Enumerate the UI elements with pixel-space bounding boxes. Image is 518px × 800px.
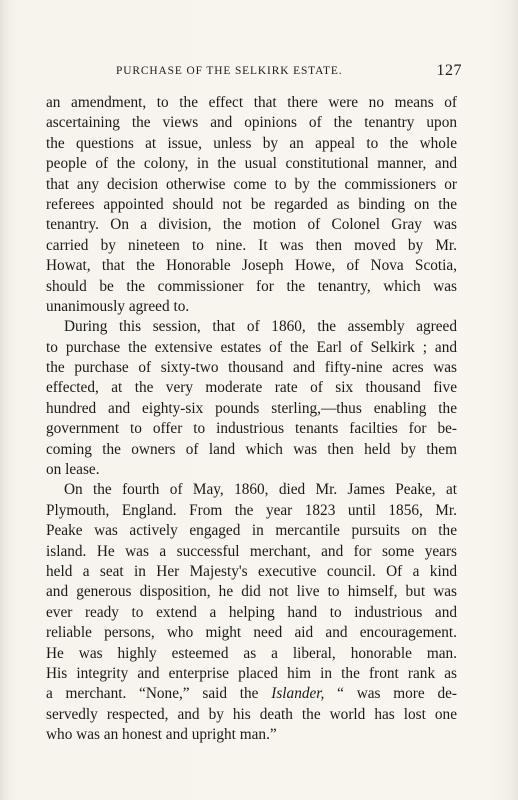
text-line: tenantry. On a division, the motion of Colonel Gray was bbox=[46, 216, 457, 234]
text-line-quote bbox=[46, 684, 457, 704]
text-line: held a seat in Her Majesty's executive council. Of a kind bbox=[46, 562, 457, 580]
page-number: 127 bbox=[436, 62, 462, 79]
text-line: and generous disposition, he did not live to himself, but was bbox=[46, 583, 457, 601]
text-line: that any decision otherwise come to by the commissioners or bbox=[46, 175, 457, 193]
text-line: effected, at the very moderate rate of six thousand five bbox=[46, 379, 457, 397]
quote-text-before: a merchant. “None,” said the bbox=[46, 685, 272, 703]
text-line: referees appointed should not be regarded as binding on the bbox=[46, 195, 457, 213]
text-line: On the fourth of May, 1860, died Mr. James Peake, at bbox=[64, 481, 457, 499]
text-line: carried by nineteen to nine. It was then moved by Mr. bbox=[46, 236, 457, 254]
text-line: on lease. bbox=[46, 461, 100, 479]
running-title: PURCHASE OF THE SELKIRK ESTATE. bbox=[116, 65, 343, 77]
text-line: During this session, that of 1860, the assembly agreed bbox=[64, 318, 457, 336]
text-line: to purchase the extensive estates of the Earl of Selkirk ; and bbox=[46, 338, 457, 356]
paragraph-3 bbox=[46, 480, 457, 745]
text-line: the purchase of sixty-two thousand and fifty-nine acres was bbox=[46, 359, 457, 377]
text-line: Howat, that the Honorable Joseph Howe, of Nova Scotia, bbox=[46, 257, 457, 275]
text-line: Peake was actively engaged in mercantile pursuits on the bbox=[46, 522, 457, 540]
paragraph-2 bbox=[46, 317, 457, 480]
text-line: servedly respected, and by his death the world has lost one bbox=[46, 705, 457, 723]
text-line: coming the owners of land which was then held by them bbox=[46, 440, 457, 458]
quote-text-after: “ was more de- bbox=[324, 685, 457, 703]
text-line: His integrity and enterprise placed him in the front rank as bbox=[46, 664, 457, 682]
text-line: should be the commissioner for the tenantry, which was bbox=[46, 277, 457, 295]
text-line: an amendment, to the effect that there were no means of bbox=[46, 94, 457, 111]
text-line: He was highly esteemed as a liberal, honorable man. bbox=[46, 644, 457, 662]
text-line: unanimously agreed to. bbox=[46, 297, 190, 315]
text-line: ever ready to extend a helping hand to industrious and bbox=[46, 603, 457, 621]
paragraph-1 bbox=[46, 93, 457, 317]
text-line: Plymouth, England. From the year 1823 until 1856, Mr. bbox=[46, 501, 457, 519]
running-head bbox=[50, 62, 462, 82]
text-line: people of the colony, in the usual constitutional manner, and bbox=[46, 155, 457, 173]
text-line: reliable persons, who might need aid and encouragement. bbox=[46, 624, 457, 642]
text-line: the questions at issue, unless by an appeal to the whole bbox=[46, 134, 457, 152]
body-text bbox=[46, 93, 457, 746]
text-line: who was an honest and upright man.” bbox=[46, 726, 277, 744]
newspaper-title: Islander, bbox=[271, 685, 325, 703]
text-line: hundred and eighty-six pounds sterling,—thus enabling the bbox=[46, 399, 457, 417]
text-line: island. He was a successful merchant, and for some years bbox=[46, 542, 457, 560]
text-line: government to offer to industrious tenants facilties for be- bbox=[46, 420, 457, 438]
text-line: ascertaining the views and opinions of the tenantry upon bbox=[46, 114, 457, 132]
